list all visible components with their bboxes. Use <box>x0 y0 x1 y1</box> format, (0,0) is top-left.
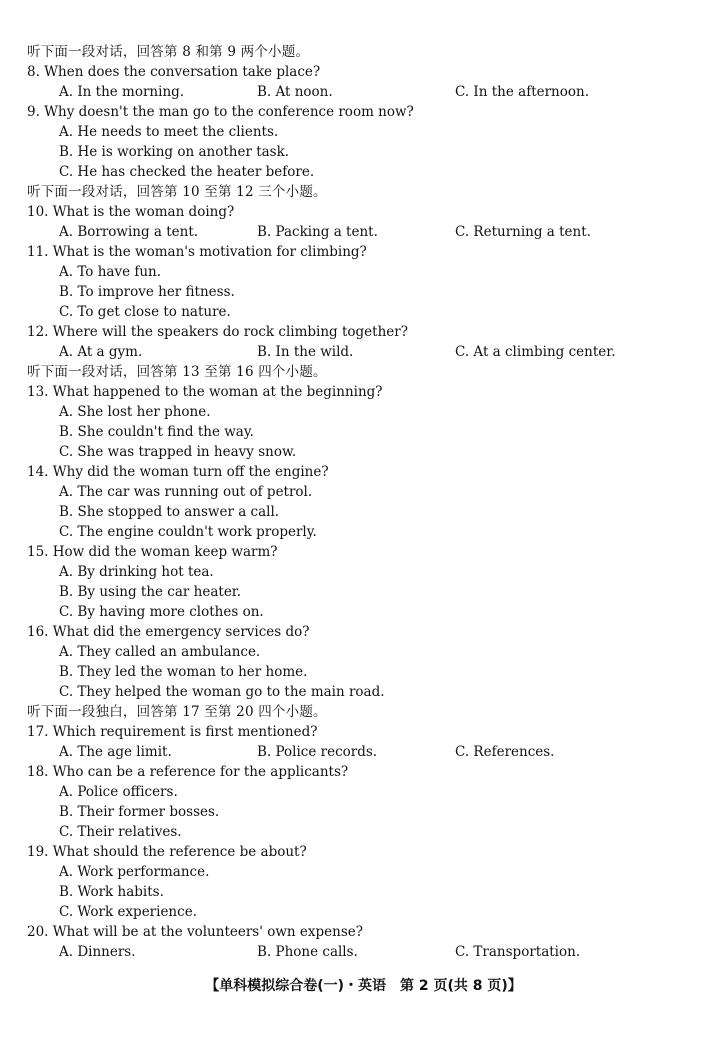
question-11-stem: 11. What is the woman's motivation for climbing? <box>27 244 367 260</box>
option-a: A. Police officers. <box>59 784 178 800</box>
option-b: B. At noon. <box>257 84 333 100</box>
question-17-stem: 17. Which requirement is first mentioned? <box>27 724 318 740</box>
option-c: C. To get close to nature. <box>59 304 231 320</box>
option-c: C. In the afternoon. <box>455 84 589 100</box>
option-a: A. To have fun. <box>59 264 162 280</box>
question-20-stem: 20. What will be at the volunteers' own expense? <box>27 924 363 940</box>
option-b: B. She couldn't find the way. <box>59 424 254 440</box>
option-b: B. To improve her fitness. <box>59 284 235 300</box>
option-c: C. By having more clothes on. <box>59 604 264 620</box>
option-a: A. By drinking hot tea. <box>59 564 214 580</box>
option-b: B. Their former bosses. <box>59 804 220 820</box>
option-a: A. They called an ambulance. <box>59 644 261 660</box>
option-c: C. The engine couldn't work properly. <box>59 524 317 540</box>
question-13-stem: 13. What happened to the woman at the beginning? <box>27 384 383 400</box>
option-c: C. Transportation. <box>455 944 581 960</box>
option-a: A. She lost her phone. <box>59 404 211 420</box>
option-c: C. She was trapped in heavy snow. <box>59 444 297 460</box>
option-c: C. Their relatives. <box>59 824 182 840</box>
option-b: B. They led the woman to her home. <box>59 664 308 680</box>
option-c: C. Returning a tent. <box>455 224 591 240</box>
question-8-options <box>0 82 727 102</box>
question-12-stem: 12. Where will the speakers do rock climbing together? <box>27 324 408 340</box>
option-a: A. Dinners. <box>59 944 136 960</box>
option-b: B. Packing a tent. <box>257 224 378 240</box>
option-c: C. Work experience. <box>59 904 197 920</box>
question-16-stem: 16. What did the emergency services do? <box>27 624 310 640</box>
question-8-stem: 8. When does the conversation take place? <box>27 64 321 80</box>
option-a: A. In the morning. <box>59 84 185 100</box>
question-17-options <box>0 742 727 762</box>
option-a: A. Borrowing a tent. <box>59 224 199 240</box>
section-header: 听下面一段对话，回答第 8 和第 9 两个小题。 <box>27 44 310 60</box>
question-12-options <box>0 342 727 362</box>
option-a: A. Work performance. <box>59 864 210 880</box>
question-10-stem: 10. What is the woman doing? <box>27 204 235 220</box>
option-a: A. The age limit. <box>59 744 172 760</box>
option-b: B. She stopped to answer a call. <box>59 504 280 520</box>
section-header: 听下面一段对话，回答第 10 至第 12 三个小题。 <box>27 184 327 200</box>
option-b: B. Police records. <box>257 744 378 760</box>
option-c: C. They helped the woman go to the main road. <box>59 684 385 700</box>
option-c: C. References. <box>455 744 555 760</box>
option-a: A. The car was running out of petrol. <box>59 484 313 500</box>
question-19-stem: 19. What should the reference be about? <box>27 844 307 860</box>
question-20-options <box>0 942 727 962</box>
option-a: A. At a gym. <box>59 344 143 360</box>
option-a: A. He needs to meet the clients. <box>59 124 279 140</box>
question-9-stem: 9. Why doesn't the man go to the conference room now? <box>27 104 414 120</box>
page-footer: 【单科模拟综合卷(一)・英语 第 2 页(共 8 页)】 <box>205 978 522 994</box>
section-header: 听下面一段独白，回答第 17 至第 20 四个小题。 <box>27 704 327 720</box>
option-c: C. He has checked the heater before. <box>59 164 315 180</box>
option-c: C. At a climbing center. <box>455 344 616 360</box>
question-18-stem: 18. Who can be a reference for the applicants? <box>27 764 349 780</box>
option-b: B. By using the car heater. <box>59 584 242 600</box>
question-15-stem: 15. How did the woman keep warm? <box>27 544 278 560</box>
question-14-stem: 14. Why did the woman turn off the engine? <box>27 464 329 480</box>
option-b: B. Phone calls. <box>257 944 358 960</box>
section-header: 听下面一段对话，回答第 13 至第 16 四个小题。 <box>27 364 327 380</box>
option-b: B. In the wild. <box>257 344 354 360</box>
option-b: B. Work habits. <box>59 884 164 900</box>
question-10-options <box>0 222 727 242</box>
option-b: B. He is working on another task. <box>59 144 290 160</box>
